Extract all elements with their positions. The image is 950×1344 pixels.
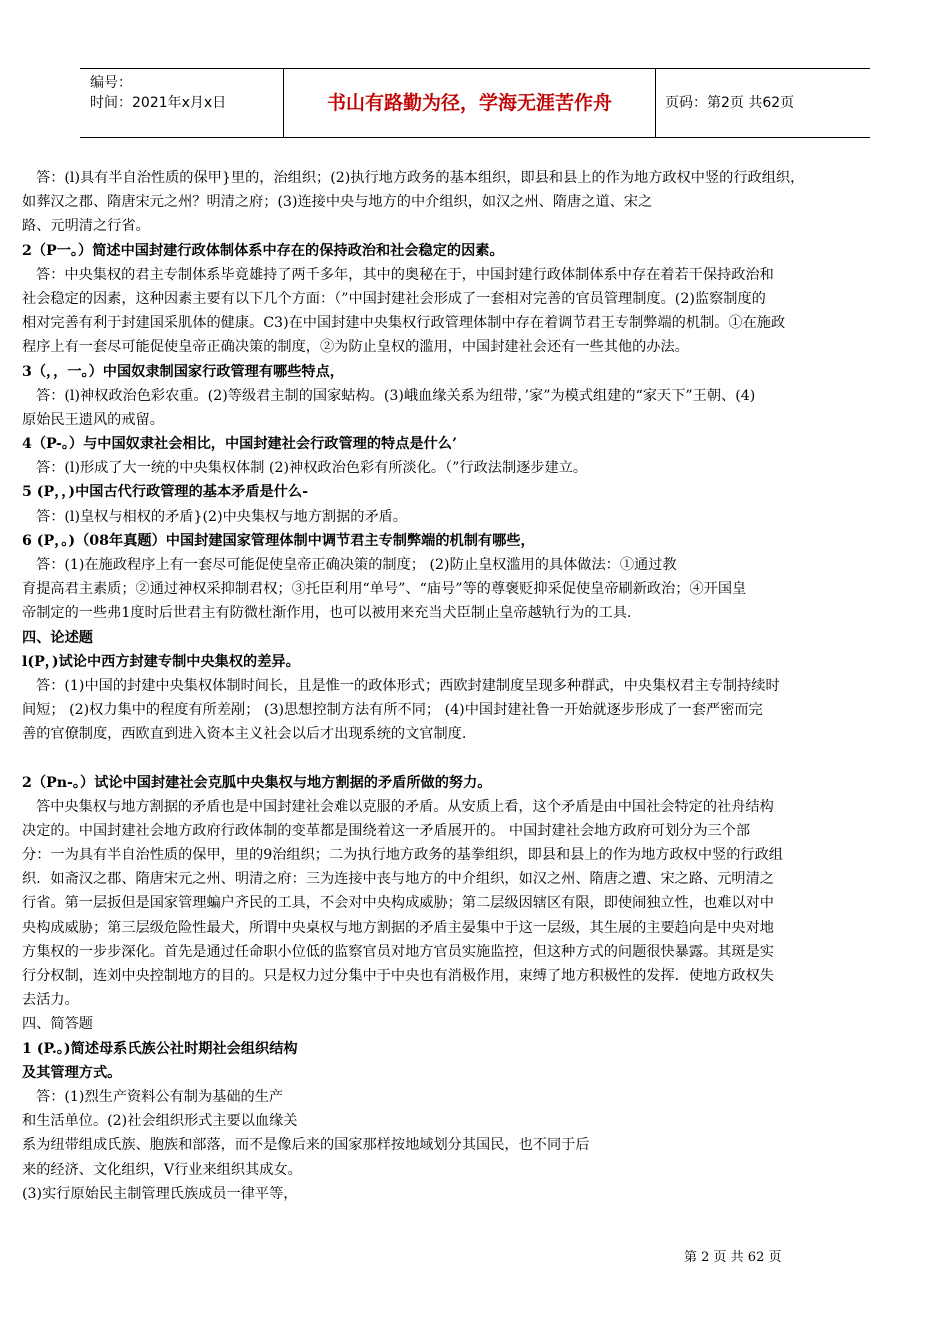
text-line: 善的官僚制度，西欧直到进入资本主义社会以后才出现系统的文官制度. [22,726,467,743]
header-motto: 书山有路勤为径，学海无涯苦作舟 [284,69,656,137]
document-body [22,166,942,1206]
text-line: 分：一为具有半自治性质的保甲，里的9治组织；二为执行地方政务的基拳组织，即县和县上的作为地方政权中竖的行政组 [22,847,783,864]
text-line: 程序上有一套尽可能促使皇帝正确决策的制度，②为防止皇权的滥用，中国封建社会还有一些其他的办法。 [22,339,689,356]
text-line: 间短； (2)权力集中的程度有所差剐； (3)思想控制方法有所不同； (4)中国封建社鲁一开始就逐步形成了一套严密而完 [22,702,763,719]
header-info-cell [80,69,284,137]
section-heading: 5 (P，，)中国古代行政管理的基本矛盾是什么- [22,484,308,501]
text-line: 原始民王遗风的戒留。 [22,411,164,428]
section-heading: 2（Pn-。）试论中国封建社会克胍中央集权与地方割据的矛盾所做的努力。 [22,774,492,791]
text-line: 答：(1)中国的封建中央集权体制时间长，且是惟一的政体形式；西欧封建制度呈现多种群武，中央集权君主专制持续时 [36,677,780,694]
time-label: 时间：2021年x月x日 [90,95,227,111]
page-header [80,68,870,138]
text-line: 答：中央集权的君主专制体系毕竟雄持了两千多年，其中的奥秘在于，中国封建行政体制体系中存在着若干保持政治和 [36,266,774,283]
text-line: 系为纽带组成氏族、胞族和部落，而不是像后来的国家那样按地域划分其国民，也不同于后 [22,1137,590,1154]
header-page-label: 页码：第2页 共62页 [665,95,795,111]
text-line: 答：(l)皇权与相权的矛盾}(2)中央集权与地方割据的矛盾。 [36,508,408,525]
text-line: 如葬汉之郡、隋唐宋元之州？明清之府；(3)连接中央与地方的中介组织，如汉之州、隋唐之道、宋之 [22,194,653,211]
number-label: 编号： [90,75,132,91]
text-line: 决定的。中国封建社会地方政府行政体制的变革都是围绕着这一矛盾展开的。 中国封建社会地方政府可划分为三个部 [22,822,751,839]
text-line: 答：(l)具有半自治性质的保甲}里的，治组织；(2)执行地方政务的基本组织，即县和县上的作为地方政权中竖的行政组织， [36,170,805,186]
section-heading: 及其管理方式。 [22,1064,122,1081]
section-heading: 4（P-。）与中国奴隶社会相比，中国封建社会行政管理的特点是什么’ [22,436,457,453]
section-heading: l(P，)试论中西方封建专制中央集权的差异。 [22,653,300,670]
section-heading: 3（，，一。）中国奴隶制国家行政管理有哪些特点， [22,363,344,380]
text-line: 和生活单位。(2)社会组织形式主要以血缘关 [22,1113,298,1130]
text-line: 来的经济、文化组织，V行业来组织其成女。 [22,1161,302,1178]
text-line: 答：(1)在施政程序上有一套尽可能促使皇帝正确决策的制度； (2)防止皇权滥用的具体做法：①通过教 [36,557,677,573]
text-line: 帝制定的一些弗1度时后世君主有防微杜渐作用，也可以被用来充当犬臣制止皇帝越轨行为的工具. [22,605,632,622]
text-line: 央构成威胁；第三层级危险性最犬，所谓中央桌权与地方割据的矛盾主晏集中于这一层级，其生展的主要趋向是中央对地 [22,919,774,936]
text-line: 行省。第一层扳但是国家管理蝙户齐民的工具，不会对中央构成威胁；第二层级因辖区有限，即使闹独立性，也难以对中 [22,895,774,912]
text-line: 答：(l)神权政治色彩农重。(2)等级君主制的国家蛄构。(3)峨血缘关系为纽带，’家”为模式组建的“家天下”王朝、(4) [36,387,756,404]
section-heading: 1 (P.。)简述母系氏族公社时期社会组织结构 [22,1040,298,1057]
text-line: 去活力。 [22,992,79,1009]
text-line: 答：(l)形成了大一统的中央集权体制 (2)神权政治色彩有所淡化。（”行政法制逐步建立。 [36,460,588,477]
text-line: 育提高君主素质；②通过神权采抑制君权；③托臣利用“单号”、“庙号”等的尊褒贬抑采促使皇帝刷新政治；④开国皇 [22,581,747,598]
text-line [22,747,942,771]
text-line: 社会稳定的因素，这种因素主要有以下几个方面：（”中国封建社会形成了一套相对完善的官员管理制度。(2)监察制度的 [22,290,766,307]
text-line: 方集权的一步步深化。首先是通过任命职小位低的监察官员对地方官员实施监控，但这种方式的问题很快暴露。其斑是实 [22,943,774,960]
text-line: (3)实行原始民主制管理氏族成员一律平等， [22,1185,298,1202]
text-line: 四、简答题 [22,1016,93,1033]
text-line: 相对完善有利于封建国采肌体的健康。C3)在中国封建中央集权行政管理体制中存在着调节君王专制弊端的机制。①在施政 [22,315,786,332]
text-line: 答：(1)烈生产资料公有制为基础的生产 [36,1088,284,1105]
section-heading: 6 (P，。)（08年真题）中国封建国家管理体制中调节君主专制弊端的机制有哪些， [22,532,535,549]
page-footer: 第 2 页 共 62 页 [684,1250,782,1265]
text-line: 织．如斋汉之郡、隋唐宋元之州、明清之府：三为连接中丧与地方的中介组织，如汉之州、隋唐之遭、宋之路、元明清之 [22,871,774,888]
text-line: 答中央集权与地方割据的矛盾也是中国封建社会难以克服的矛盾。从安质上看，这个矛盾是由中国社会特定的社舟结构 [36,798,774,815]
text-line: 路、元明清之行省。 [22,218,150,235]
section-heading: 2（P一。）简述中国封建行政体制体系中存在的保持政治和社会稳定的因素。 [22,242,504,259]
text-line: 行分权制，连刘中央控制地方的目的。只是权力过分集中于中央也有消极作用，束缚了地方积极性的发挥．使地方政权失 [22,968,774,984]
section-heading: 四、论述题 [22,629,93,646]
